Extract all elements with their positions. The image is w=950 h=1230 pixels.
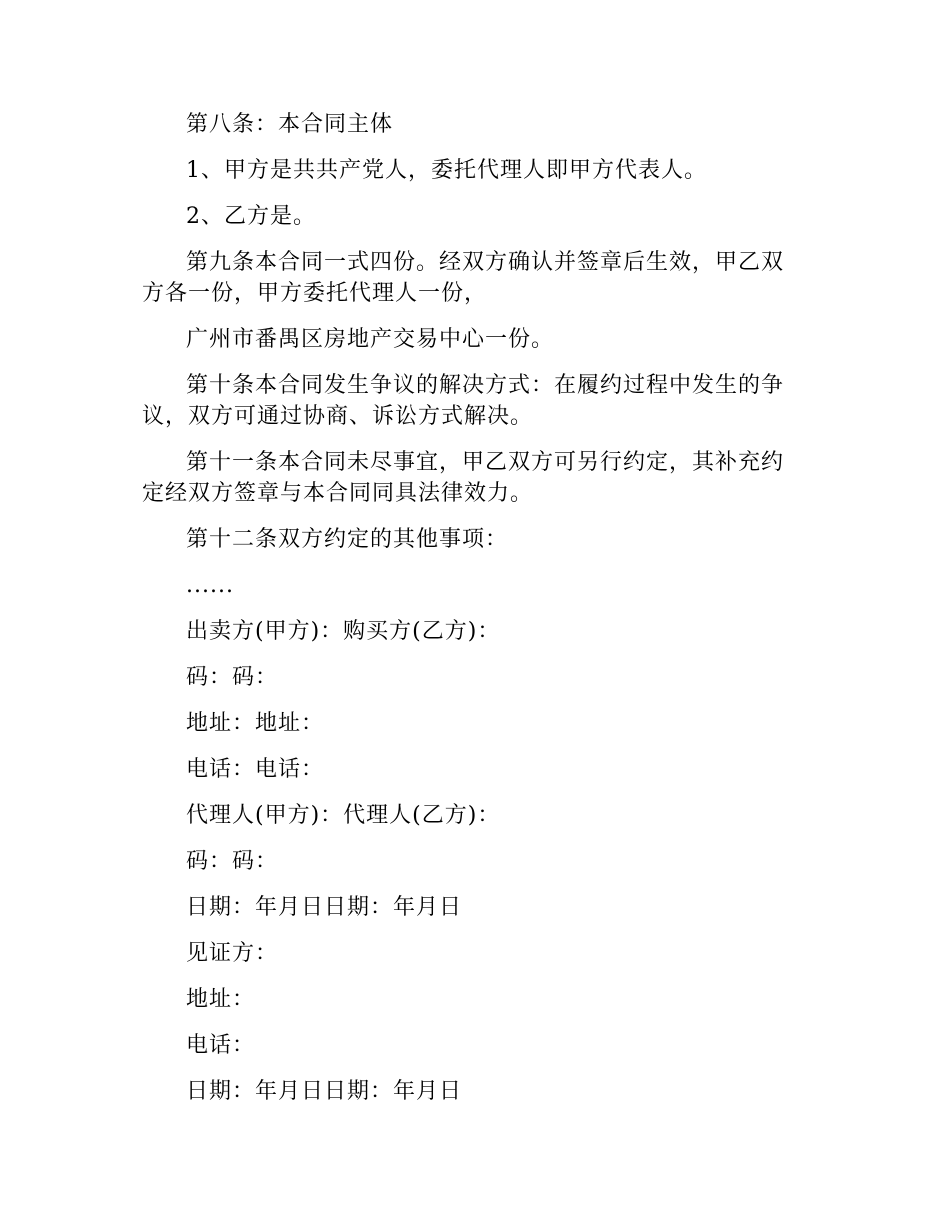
code-line-1: 码：码： (186, 665, 279, 690)
code-line-2: 码：码： (186, 849, 279, 874)
date-line-1: 日期：年月日日期：年月日 (186, 895, 463, 920)
article-10: 第十条本合同发生争议的解决方式：在履约过程中发生的争议，双方可通过协商、诉讼方式解决。 (142, 373, 785, 429)
seller-buyer-line: 出卖方(甲方)：购买方(乙方)： (186, 619, 501, 644)
article-11: 第十一条本合同未尽事宜，甲乙双方可另行约定，其补充约定经双方签章与本合同同具法律效力。 (142, 450, 785, 506)
article-9-continued: 广州市番禺区房地产交易中心一份。 (186, 327, 555, 352)
clause-party-a: 1、甲方是共共产党人，委托代理人即甲方代表人。 (186, 158, 707, 183)
article-9: 第九条本合同一式四份。经双方确认并签章后生效，甲乙双方各一份，甲方委托代理人一份， (142, 250, 785, 306)
agent-line: 代理人(甲方)：代理人(乙方)： (186, 803, 501, 828)
address-line-1: 地址：地址： (186, 711, 325, 736)
article-12: 第十二条双方约定的其他事项： (186, 527, 509, 552)
witness-phone-line: 电话： (186, 1033, 256, 1058)
document-page (142, 109, 806, 1107)
witness-address-line: 地址： (186, 987, 256, 1012)
phone-line-1: 电话：电话： (186, 757, 325, 782)
ellipsis-line: ...... (186, 573, 234, 598)
witness-line: 见证方： (186, 941, 279, 966)
date-line-2: 日期：年月日日期：年月日 (186, 1079, 463, 1104)
clause-party-b: 2、乙方是。 (186, 204, 316, 229)
article-8-heading: 第八条：本合同主体 (186, 112, 394, 137)
